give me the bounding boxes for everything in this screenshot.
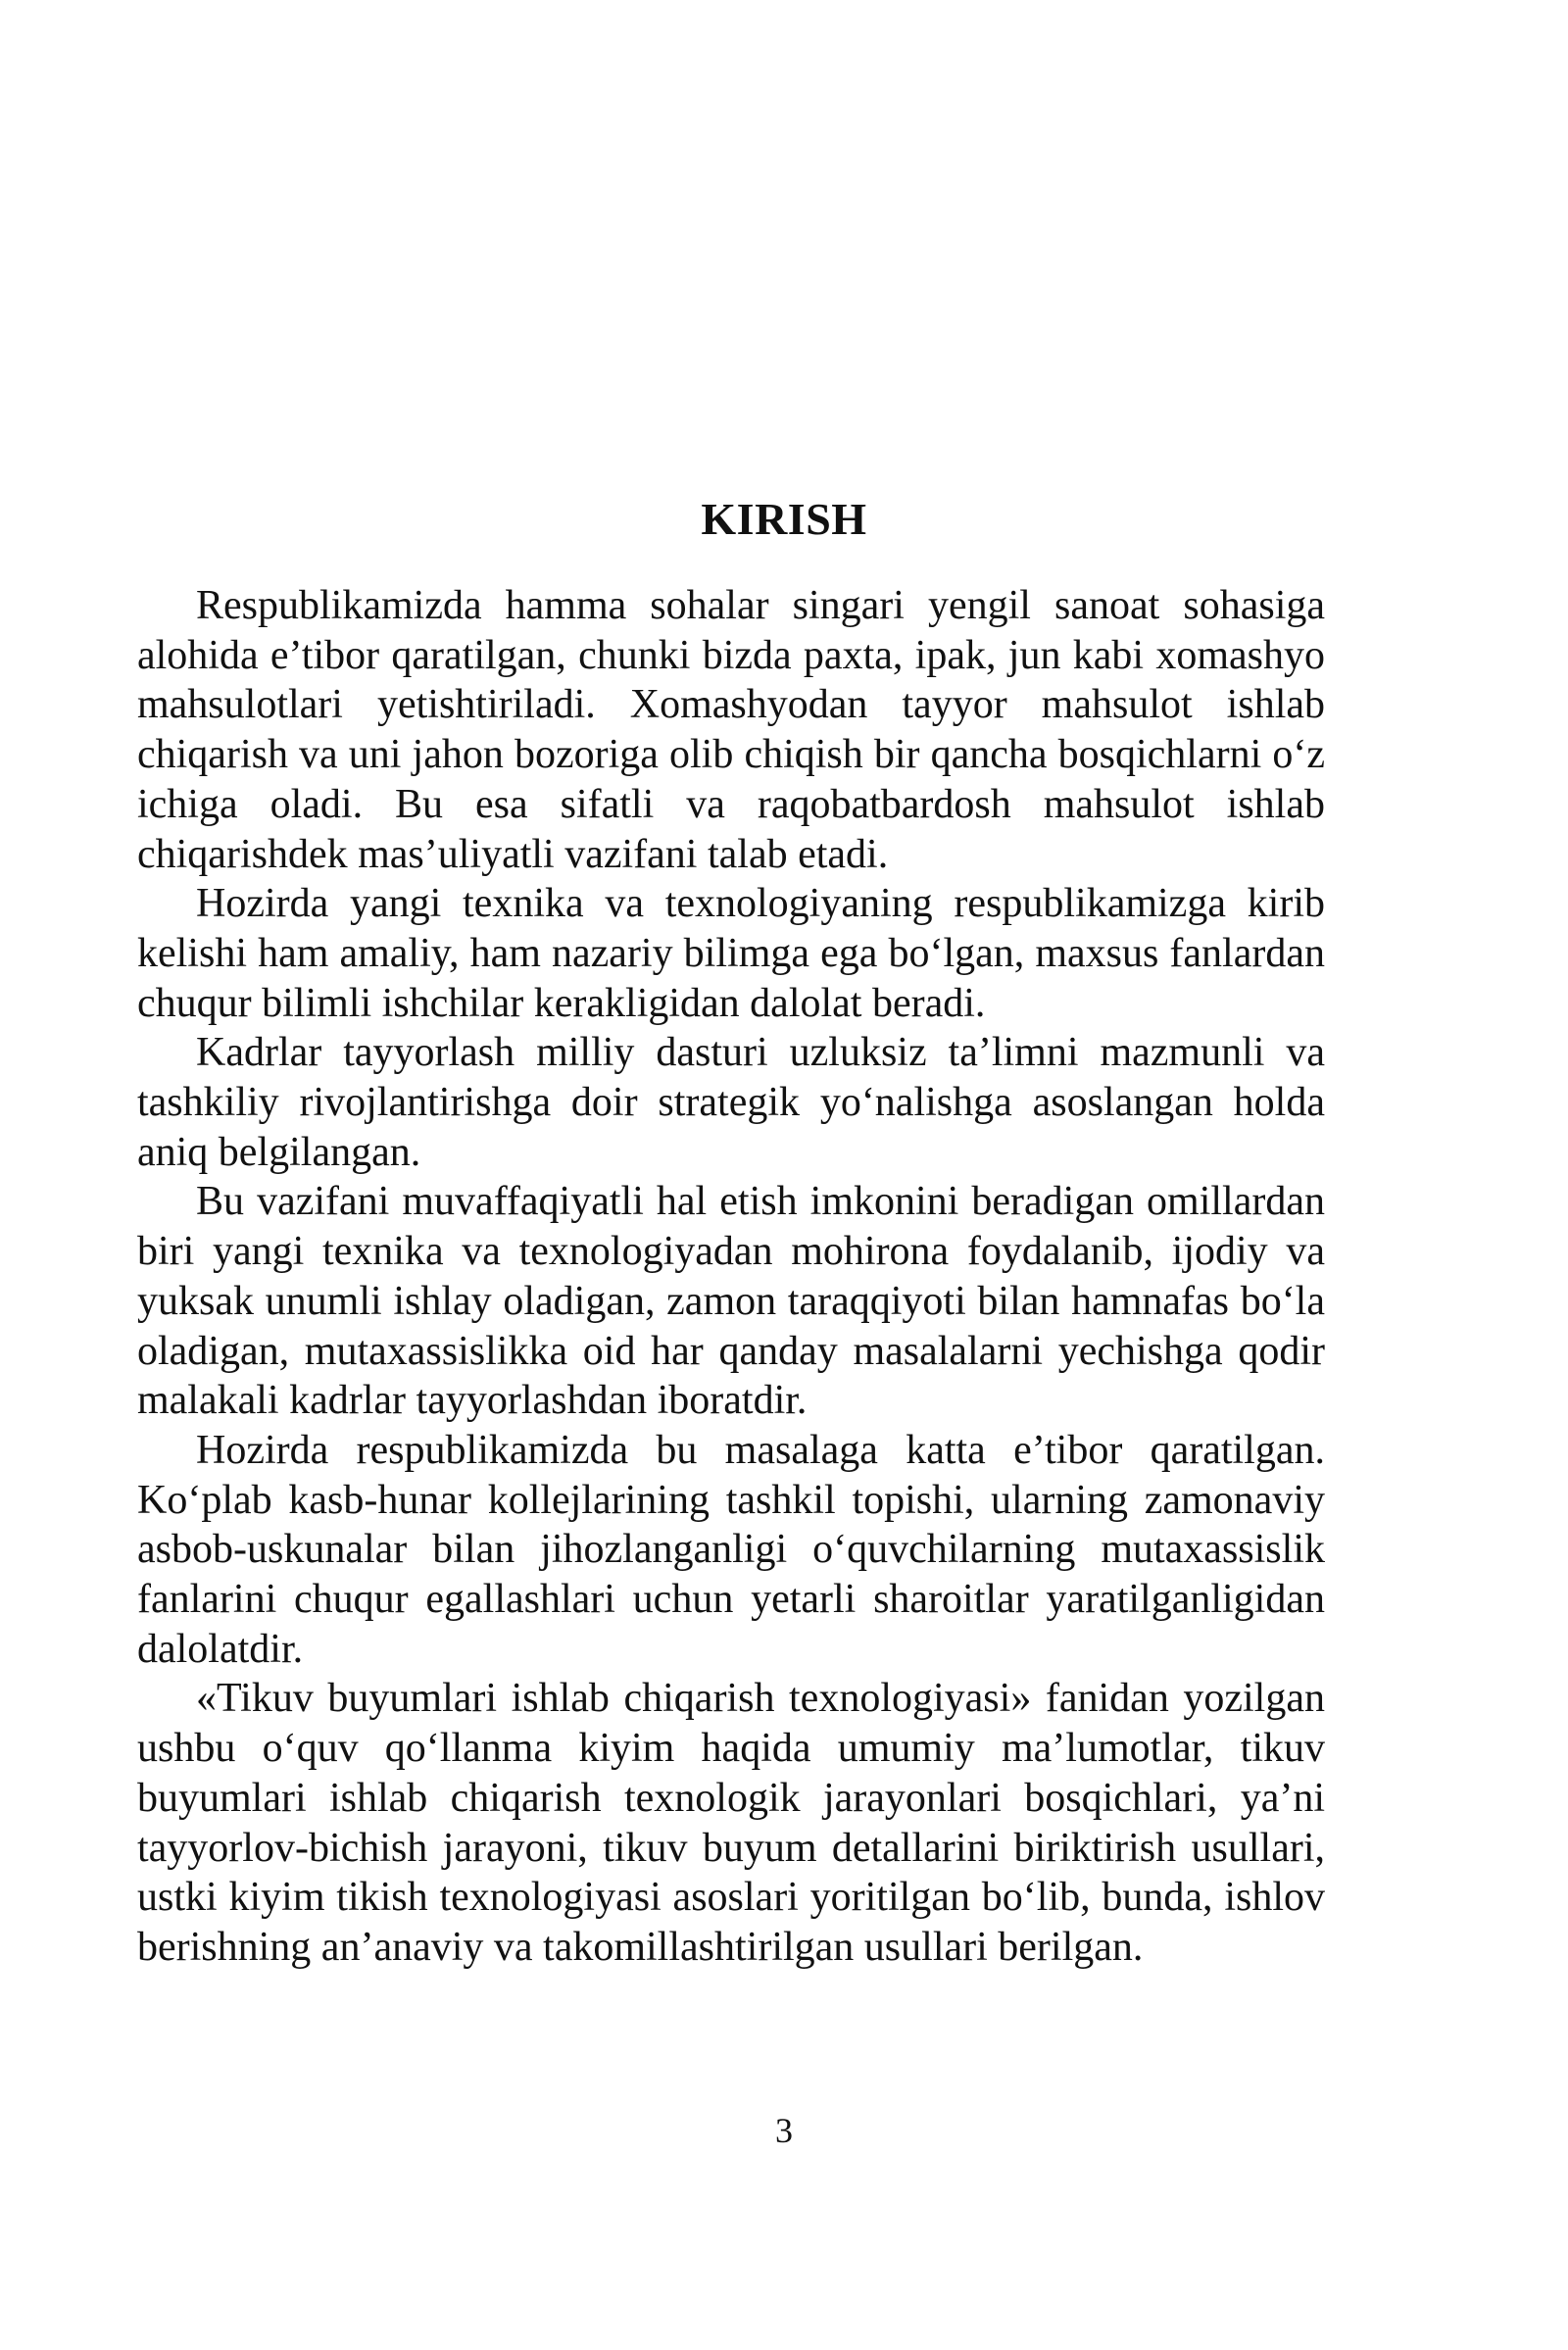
paragraph-4: Bu vazifani muvaffaqiyatli hal etish imkonini beradigan omillardan biri yangi texnika va texnologiyadan mohirona foydalanib, ijodiy va yuksak unumli ishlay oladigan, zamon taraqqiyoti bilan hamnafas bo‘la oladigan, mutaxassislikka oid har qanday masalalarni yechishga qodir malakali kadrlar tayyorlashdan iboratdir. — [137, 1179, 1325, 1424]
paragraph-5: Hozirda respublikamizda bu masalaga katta e’tibor qaratilgan. Ko‘plab kasb-hunar kollejlarining tashkil topishi, ularning zamonaviy asbob-uskunalar bilan jihozlanganligi o‘quvchilarning mutaxassislik fanlarini chuqur egallashlari uchun yetarli sharoitlar yaratilganligidan dalolatdir. — [137, 1427, 1325, 1672]
page-number: 3 — [775, 2111, 793, 2150]
paragraph-3: Kadrlar tayyorlash milliy dasturi uzluksiz ta’limni mazmunli va tashkiliy rivojlantirishga doir strategik yo‘nalishga asoslangan holda aniq belgilangan. — [137, 1030, 1325, 1175]
paragraph-6: «Tikuv buyumlari ishlab chiqarish texnologiyasi» fanidan yozilgan ushbu o‘quv qo‘llanma kiyim haqida umumiy ma’lumotlar, tikuv buyumlari ishlab chiqarish texnologik jarayonlari bosqichlari, ya’ni tayyorlov-bichish jarayoni, tikuv buyum detallarini biriktirish usullari, ustki kiyim tikish texnologiyasi asoslari yoritilgan bo‘lib, bunda, ishlov berishning an’anaviy va takomillashtirilgan usullari berilgan. — [137, 1676, 1325, 1970]
body-text — [137, 581, 1325, 1973]
paragraph-2: Hozirda yangi texnika va texnologiyaning respublikamizga kirib kelishi ham amaliy, ham nazariy bilimga ega bo‘lgan, maxsus fanlardan chuqur bilimli ishchilar kerakligidan dalolat beradi. — [137, 881, 1325, 1026]
paragraph-1: Respublikamizda hamma sohalar singari yengil sanoat sohasiga alohida e’tibor qaratilgan, chunki bizda paxta, ipak, jun kabi xomashyo mahsulotlari yetishtiriladi. Xomashyodan tayyor mahsulot ishlab chiqarish va uni jahon bozoriga olib chiqish bir qancha bosqichlarni o‘z ichiga oladi. Bu esa sifatli va raqobatbardosh mahsulot ishlab chiqarishdek mas’uliyatli vazifani talab etadi. — [137, 583, 1325, 877]
page-heading: KIRISH — [701, 494, 867, 544]
